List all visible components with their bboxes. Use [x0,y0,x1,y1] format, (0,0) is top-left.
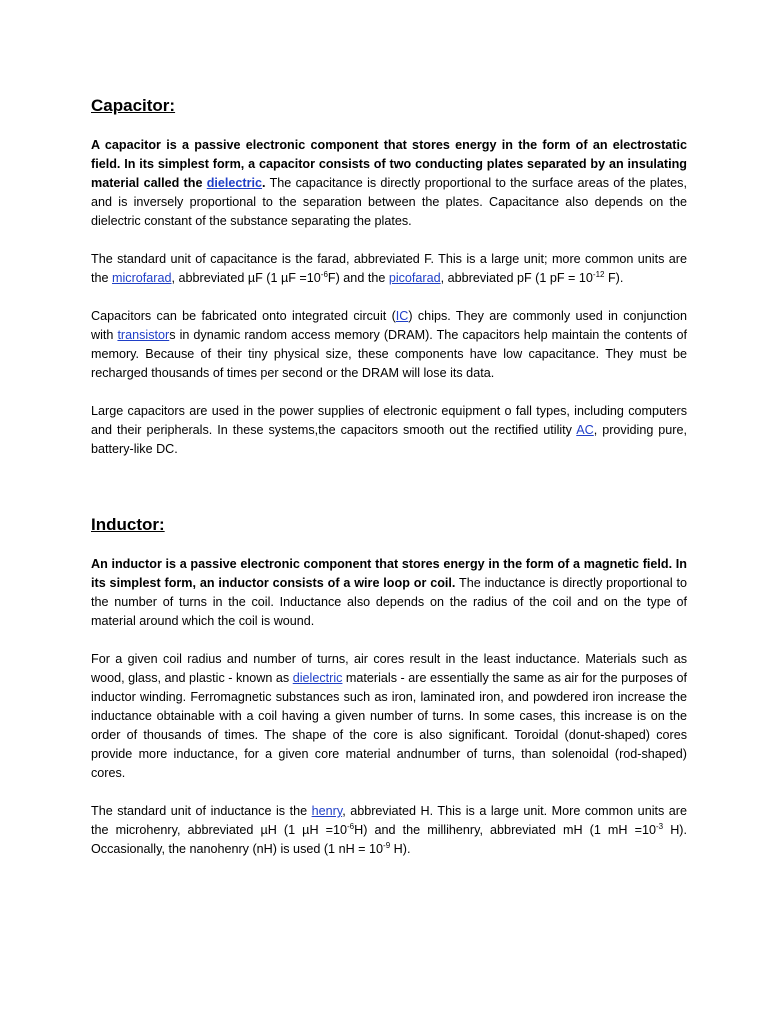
dielectric-link[interactable]: dielectric [292,671,343,685]
text-span: , abbreviated pF (1 pF = 10 [440,271,593,285]
text-span: H) and the millihenry, abbreviated mH (1 mH =10 [354,823,656,837]
text-span: Large capacitors are used in the power supplies of electronic equipment o fall types, including computers and their peripherals. In these systems,the capacitors smooth out the rectified utility [91,404,687,437]
text-span: H). [390,842,411,856]
superscript: -12 [592,269,605,279]
ac-link[interactable]: AC [576,423,594,437]
text-span: materials - are essentially the same as air for the purposes of inductor winding. Ferromagnetic substances such as iron, laminated iron, and powdered iron increase the inductance obtainable with a coil having a given number of turns. In some cases, this increase is on the order of thousands of times. The shape of the core is also significant. Toroidal (donut-shaped) cores provide more inductance, for a given core material andnumber of turns, than solenoidal (rod-shaped) cores. [91,671,687,780]
inductor-paragraph-3 [91,802,687,859]
microfarad-link[interactable]: microfarad [112,271,172,285]
capacitor-paragraph-4 [91,402,687,459]
text-span: ) chips. They are commonly used in conjunction with [91,309,687,342]
text-span: F) and the [327,271,389,285]
inductor-definition-bold: An inductor is a passive electronic component that stores energy in the form of a magnetic field. In its simplest form, an inductor consists of a wire loop or coil. [91,557,687,590]
text-span: The inductance is directly proportional to the number of turns in the coil. Inductance also depends on the radius of the coil and on the type of material around which the coil is wound. [91,576,687,628]
superscript: -6 [320,269,328,279]
capacitor-paragraph-2 [91,250,687,288]
text-span: F). [604,271,624,285]
text-span: . [262,176,266,190]
capacitor-paragraph-1 [91,136,687,231]
text-span: A capacitor is a passive electronic component that stores energy in the form of an electrostatic field. In its simplest form, a capacitor consists of two conducting plates separated by an insulating material called the [91,138,687,190]
text-span: For a given coil radius and number of turns, air cores result in the least inductance. Materials such as wood, glass, and plastic - known as [91,652,687,685]
ic-link[interactable]: IC [395,309,409,323]
inductor-paragraph-1 [91,555,687,631]
document-body [91,94,687,859]
text-span: The standard unit of inductance is the [91,804,312,818]
text-span: s in dynamic random access memory (DRAM). The capacitors help maintain the contents of memory. Because of their tiny physical size, these components have low capacitance. They must be recharged thousands of times per second or the DRAM will lose its data. [91,328,687,380]
capacitor-heading: Capacitor: [91,96,176,115]
transistor-link[interactable]: transistor [117,328,170,342]
capacitor-paragraph-3 [91,307,687,383]
henry-link[interactable]: henry [311,804,343,818]
text-span: Capacitors can be fabricated onto integrated circuit ( [91,309,396,323]
text-span: , providing pure, battery-like DC. [91,423,687,456]
superscript: -6 [347,821,355,831]
inductor-paragraph-2 [91,650,687,783]
superscript: -3 [655,821,664,831]
text-span: The standard unit of capacitance is the farad, abbreviated F. This is a large unit; more common units are the [91,252,687,285]
text-span: , abbreviated H. This is a large unit. More common units are the microhenry, abbreviated µH (1 µH =10 [91,804,688,837]
text-span: The capacitance is directly proportional to the surface areas of the plates, and is inversely proportional to the separation between the plates. Capacitance also depends on the dielectric constant of the substance separating the plates. [91,176,687,228]
picofarad-link[interactable]: picofarad [388,271,441,285]
dielectric-link[interactable]: dielectric [206,176,263,190]
text-span: , abbreviated µF (1 µF =10 [171,271,321,285]
inductor-heading: Inductor: [91,515,165,534]
superscript: -9 [383,840,391,850]
text-span: H). Occasionally, the nanohenry (nH) is used (1 nH = 10 [91,823,687,856]
